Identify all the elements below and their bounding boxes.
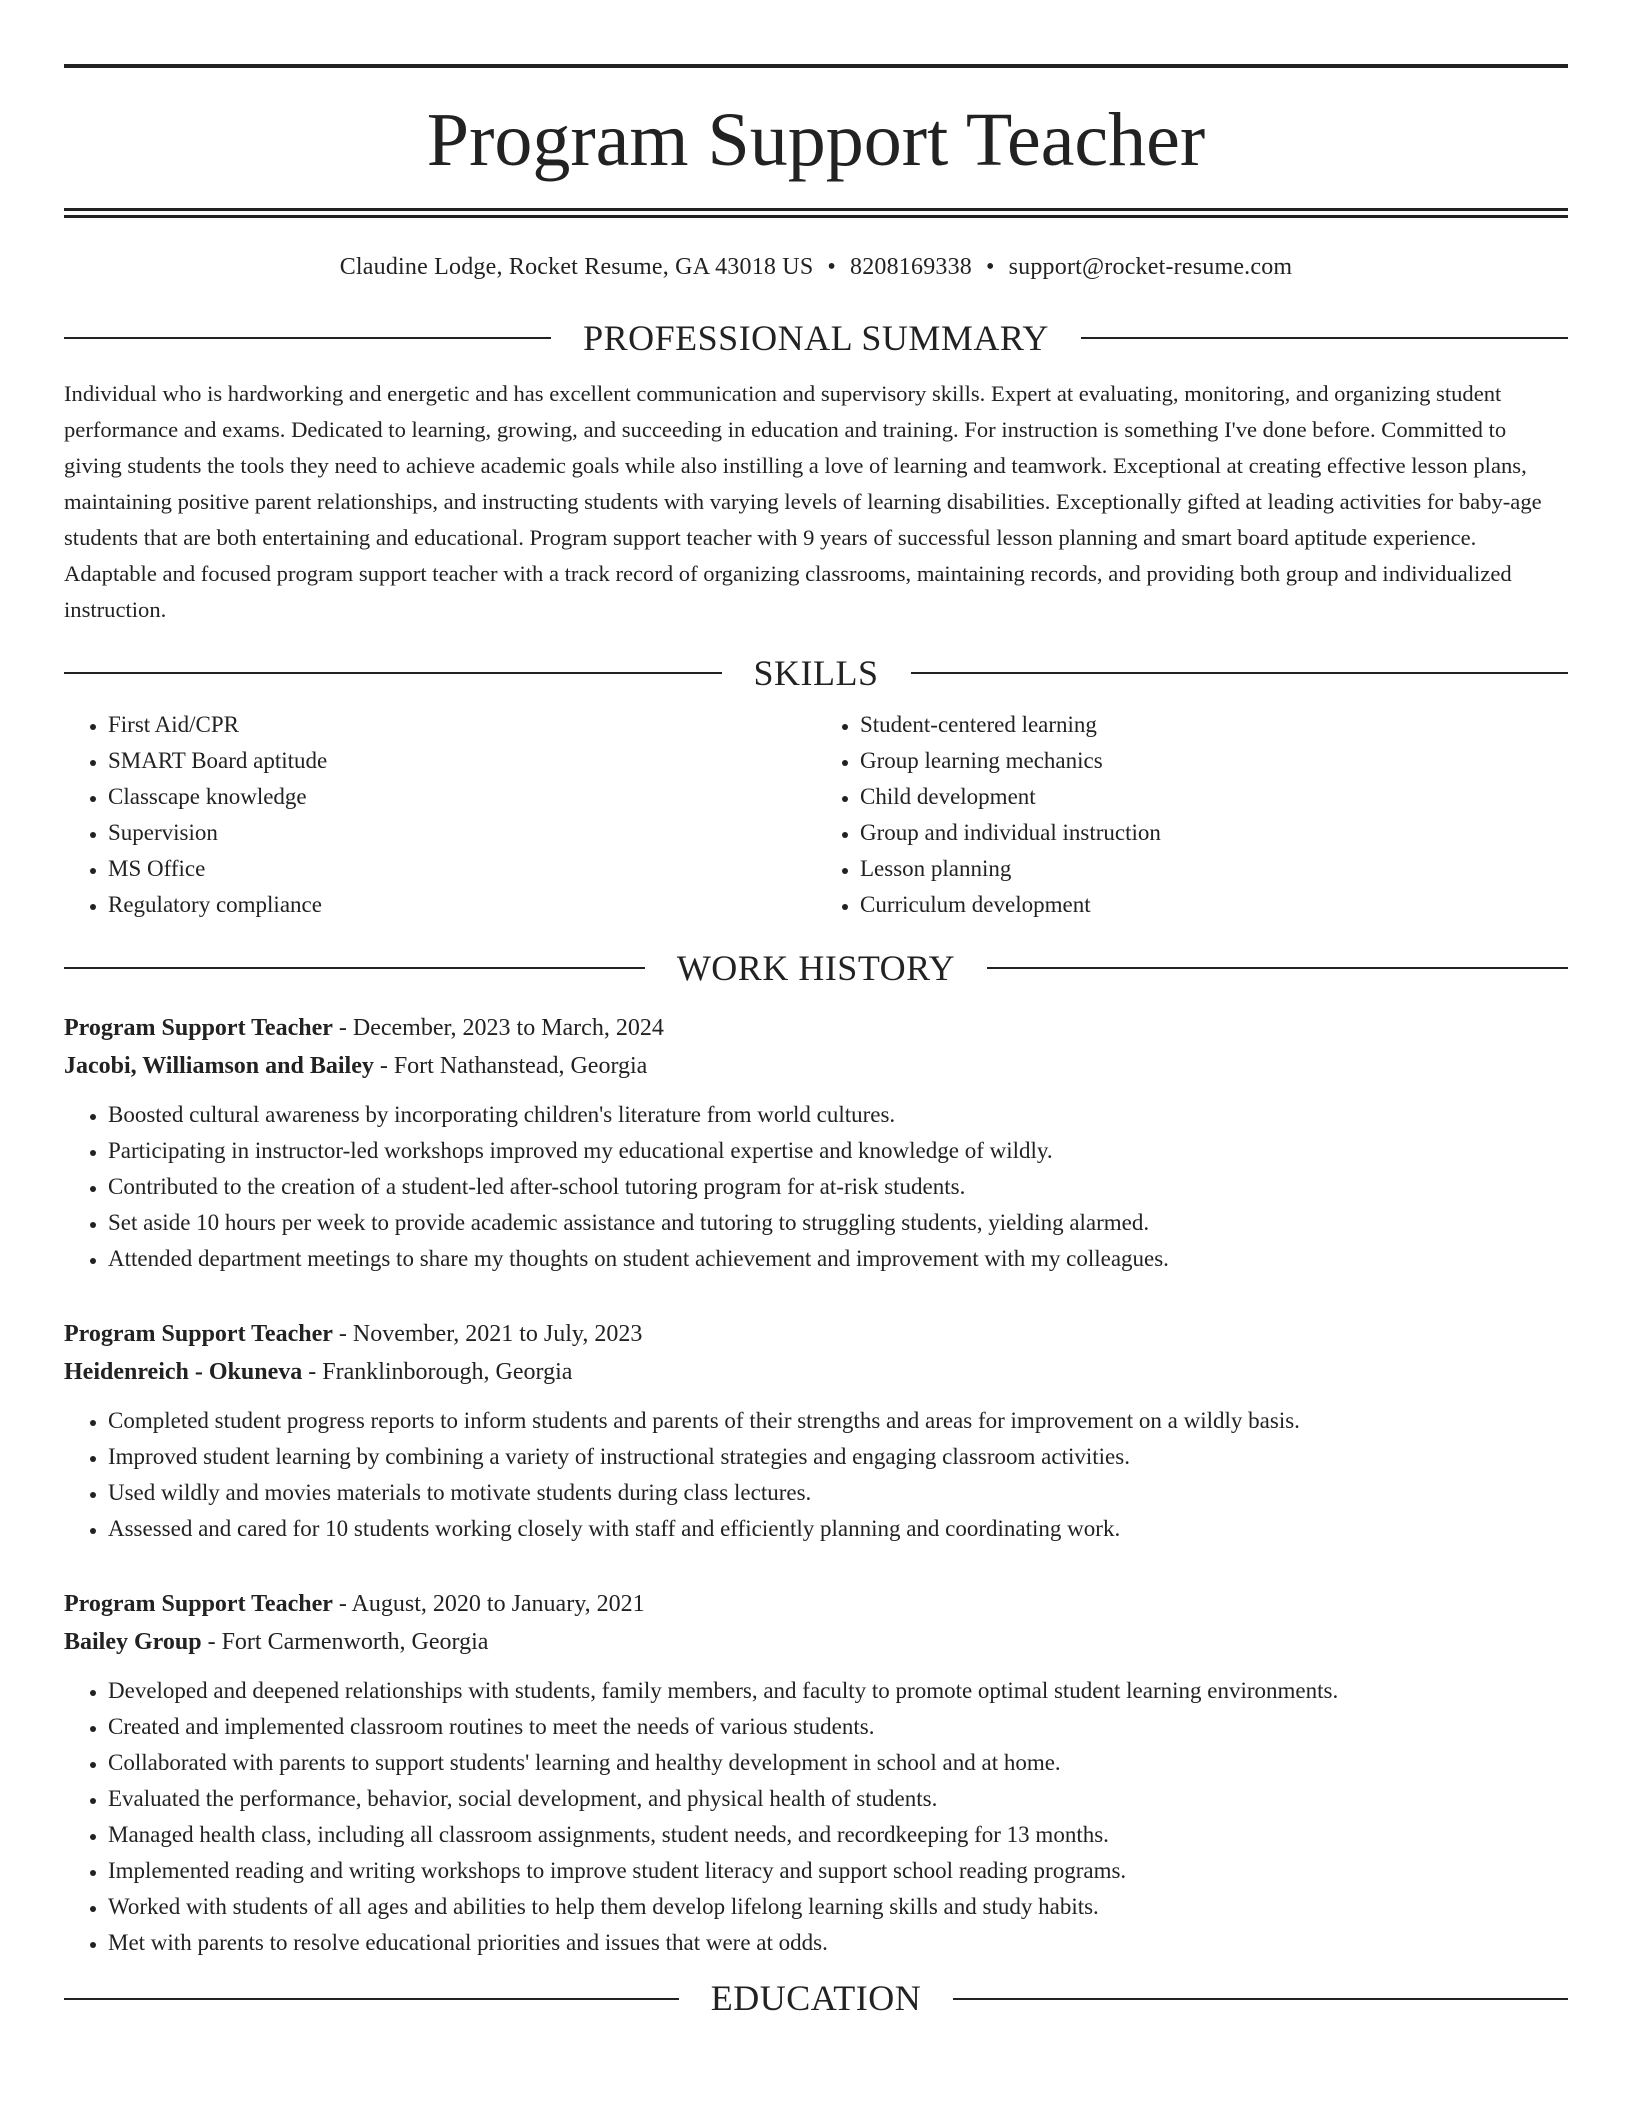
job-bullet: • Boosted cultural awareness by incorporating children's literature from world cultures. bbox=[108, 1097, 1568, 1133]
divider-line bbox=[64, 967, 645, 969]
job-bullet: • Evaluated the performance, behavior, social development, and physical health of students. bbox=[108, 1781, 1568, 1817]
skill-item: • Group and individual instruction bbox=[860, 815, 1568, 851]
contact-phone: 8208169338 bbox=[850, 254, 972, 280]
job-bullet: • Completed student progress reports to inform students and parents of their strengths and areas for improvement on a wildly basis. bbox=[108, 1403, 1568, 1439]
skill-item: • Classcape knowledge bbox=[108, 779, 816, 815]
job-bullet: • Created and implemented classroom routines to meet the needs of various students. bbox=[108, 1709, 1568, 1745]
job-bullet: • Participating in instructor-led workshops improved my educational expertise and knowledge of wildly. bbox=[108, 1133, 1568, 1169]
skill-item: • Curriculum development bbox=[860, 887, 1568, 923]
divider-line bbox=[64, 337, 551, 339]
skill-item: • MS Office bbox=[108, 851, 816, 887]
job-role: Program Support Teacher bbox=[64, 1015, 333, 1042]
job-bullet: • Developed and deepened relationships with students, family members, and faculty to promote optimal student learning environments. bbox=[108, 1673, 1568, 1709]
job-dates: - August, 2020 to January, 2021 bbox=[332, 1591, 645, 1618]
contact-line bbox=[64, 254, 1568, 281]
skill-item: • Group learning mechanics bbox=[860, 743, 1568, 779]
professional-summary: Individual who is hardworking and energetic and has excellent communication and supervisory skills. Expert at evaluating, monitoring, and organizing student performance and exams. Dedicated to learning, growing, and succeeding in education and training. For instruction is something I've done before. Committed to giving students the tools they need to achieve academic goals while also instilling a love of learning and teamwork. Exceptional at creating effective lesson plans, maintaining positive parent relationships, and instructing students with varying levels of learning disabilities. Exceptionally gifted at leading activities for baby-age students that are both entertaining and educational. Program support teacher with 9 years of successful lesson planning and smart board aptitude experience. Adaptable and focused program support teacher with a track record of organizing classrooms, maintaining records, and providing both group and individualized instruction. bbox=[64, 380, 1542, 622]
resume-page bbox=[64, 64, 1568, 2022]
skill-item: • First Aid/CPR bbox=[108, 707, 816, 743]
job-entry bbox=[64, 1585, 1568, 1961]
job-bullets bbox=[64, 1403, 1568, 1547]
job-bullet: • Met with parents to resolve educational priorities and issues that were at odds. bbox=[108, 1925, 1568, 1961]
section-title-education: EDUCATION bbox=[710, 1978, 922, 2019]
skills-column-right bbox=[816, 707, 1568, 923]
divider-line bbox=[987, 967, 1568, 969]
job-bullet: • Collaborated with parents to support students' learning and healthy development in school and at home. bbox=[108, 1745, 1568, 1781]
job-bullet: • Contributed to the creation of a student-led after-school tutoring program for at-risk students. bbox=[108, 1169, 1568, 1205]
job-entry bbox=[64, 1315, 1568, 1547]
job-bullet: • Set aside 10 hours per week to provide academic assistance and tutoring to struggling students, yielding alarmed. bbox=[108, 1205, 1568, 1241]
section-title-summary: PROFESSIONAL SUMMARY bbox=[583, 318, 1049, 358]
job-location: - Fort Nathanstead, Georgia bbox=[373, 1053, 648, 1080]
resume-title: Program Support Teacher bbox=[426, 98, 1206, 182]
job-bullet: • Improved student learning by combining a variety of instructional strategies and engaging classroom activities. bbox=[108, 1439, 1568, 1475]
skills-list bbox=[64, 707, 1568, 923]
skill-item: • Student-centered learning bbox=[860, 707, 1568, 743]
section-header-summary bbox=[64, 315, 1568, 362]
job-company-line bbox=[64, 1623, 1568, 1661]
divider-line bbox=[64, 1998, 679, 2000]
skills-column-left bbox=[64, 707, 816, 923]
job-location: - Fort Carmenworth, Georgia bbox=[201, 1629, 489, 1656]
job-company: Heidenreich - Okuneva bbox=[64, 1359, 303, 1386]
contact-address: Claudine Lodge, Rocket Resume, GA 43018 US bbox=[339, 254, 814, 280]
job-bullet: • Managed health class, including all classroom assignments, student needs, and recordkeeping for 13 months. bbox=[108, 1817, 1568, 1853]
section-header-work bbox=[64, 945, 1568, 992]
divider-line bbox=[953, 1998, 1568, 2000]
contact-email: support@rocket-resume.com bbox=[1008, 254, 1293, 280]
skill-item: • Regulatory compliance bbox=[108, 887, 816, 923]
job-title-line bbox=[64, 1009, 1568, 1047]
job-company-line bbox=[64, 1047, 1568, 1085]
job-bullet: • Used wildly and movies materials to motivate students during class lectures. bbox=[108, 1475, 1568, 1511]
section-title-skills: SKILLS bbox=[753, 652, 879, 693]
job-dates: - December, 2023 to March, 2024 bbox=[332, 1015, 664, 1042]
job-location: - Franklinborough, Georgia bbox=[302, 1359, 573, 1386]
job-title-line bbox=[64, 1315, 1568, 1353]
job-company: Jacobi, Williamson and Bailey bbox=[64, 1053, 374, 1080]
contact-separator: • bbox=[986, 254, 995, 280]
skill-item: • SMART Board aptitude bbox=[108, 743, 816, 779]
divider-line bbox=[911, 672, 1569, 674]
job-company: Bailey Group bbox=[64, 1629, 202, 1656]
job-company-line bbox=[64, 1353, 1568, 1391]
section-header-education bbox=[64, 1975, 1568, 2022]
section-header-skills bbox=[64, 650, 1568, 697]
divider-line bbox=[64, 672, 722, 674]
job-bullet: • Implemented reading and writing workshops to improve student literacy and support school reading programs. bbox=[108, 1853, 1568, 1889]
job-role: Program Support Teacher bbox=[64, 1591, 333, 1618]
skill-item: • Child development bbox=[860, 779, 1568, 815]
job-bullets bbox=[64, 1097, 1568, 1277]
job-role: Program Support Teacher bbox=[64, 1321, 333, 1348]
job-bullet: • Attended department meetings to share my thoughts on student achievement and improvement with my colleagues. bbox=[108, 1241, 1568, 1277]
job-bullets bbox=[64, 1673, 1568, 1961]
skill-item: • Supervision bbox=[108, 815, 816, 851]
contact-separator: • bbox=[827, 254, 836, 280]
section-title-work: WORK HISTORY bbox=[676, 947, 956, 988]
job-title-line bbox=[64, 1585, 1568, 1623]
title-double-rule bbox=[64, 208, 1568, 218]
job-bullet: • Worked with students of all ages and abilities to help them develop lifelong learning skills and study habits. bbox=[108, 1889, 1568, 1925]
skill-item: • Lesson planning bbox=[860, 851, 1568, 887]
job-bullet: • Assessed and cared for 10 students working closely with staff and efficiently planning and coordinating work. bbox=[108, 1511, 1568, 1547]
job-entry bbox=[64, 1009, 1568, 1277]
top-rule bbox=[64, 64, 1568, 68]
job-dates: - November, 2021 to July, 2023 bbox=[332, 1321, 643, 1348]
divider-line bbox=[1081, 337, 1568, 339]
